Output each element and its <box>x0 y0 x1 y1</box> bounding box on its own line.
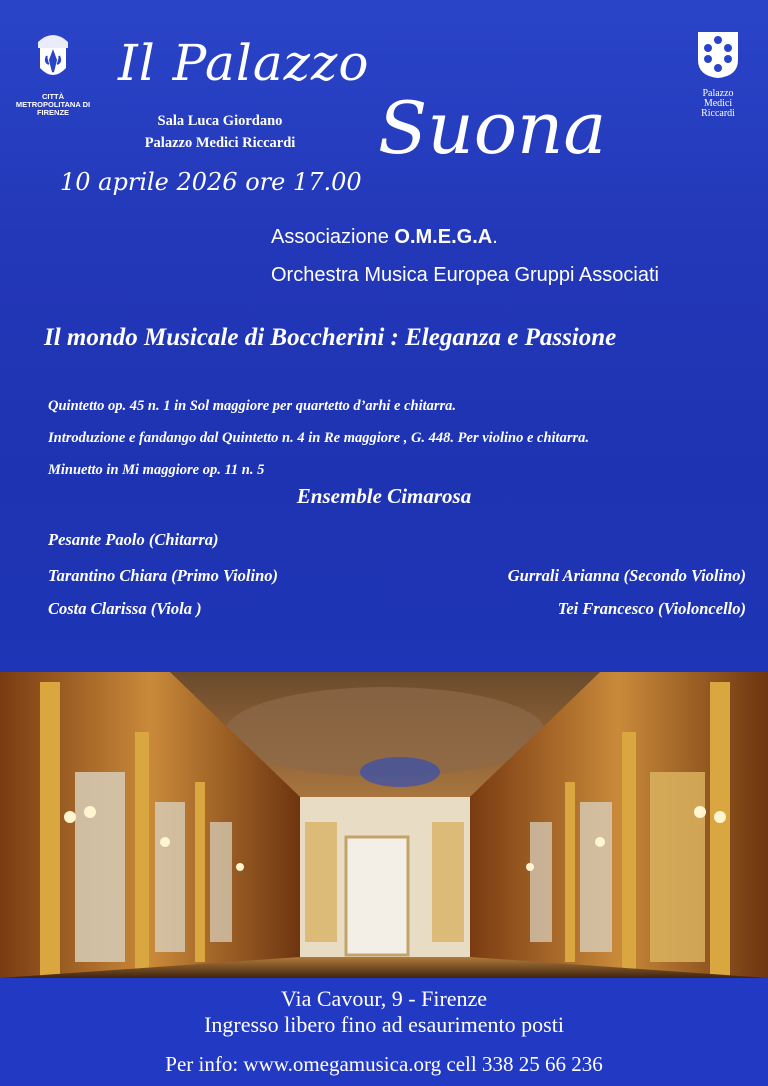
logo-word-palazzo: Palazzo <box>702 88 734 99</box>
event-date: 10 aprile 2026 ore 17.00 <box>60 168 362 196</box>
sala-luca-giordano-illustration <box>0 672 768 978</box>
logo-word-riccardi: Riccardi <box>701 108 735 119</box>
medici-shield-icon <box>696 30 740 80</box>
title-suona: Suona <box>378 86 607 170</box>
program-item: Introduzione e fandango dal Quintetto n. 4 in Re maggiore , G. 448. Per violino e chitarra. <box>48 430 589 446</box>
program-item: Minuetto in Mi maggiore op. 11 n. 5 <box>48 462 265 478</box>
ensemble-name: Ensemble Cimarosa <box>296 484 472 508</box>
association-name: O.M.E.G.A <box>394 226 493 248</box>
venue <box>120 110 320 154</box>
title-il-palazzo: Il Palazzo <box>118 34 370 92</box>
hall-photo <box>0 672 768 978</box>
performer-cello: Tei Francesco (Violoncello) <box>557 599 746 618</box>
association-full-name: Orchestra Musica Europea Gruppi Associati <box>271 264 659 286</box>
performer-second-violin: Gurrali Arianna (Secondo Violino) <box>507 566 746 585</box>
performer-first-violin: Tarantino Chiara (Primo Violino) <box>48 566 279 585</box>
association-block <box>271 218 659 294</box>
venue-palace: Palazzo Medici Riccardi <box>144 135 296 151</box>
association-line <box>271 218 659 256</box>
program-list <box>48 390 589 486</box>
performer-guitar: Pesante Paolo (Chitarra) <box>48 530 219 549</box>
association-prefix: Associazione <box>271 226 395 248</box>
contact-info: Per info: www.omegamusica.org cell 338 25 66 236 <box>165 1052 603 1076</box>
association-suffix: . <box>492 226 498 248</box>
citta-metropolitana-label: CITTÀ METROPOLITANA DI FIRENZE <box>15 92 91 117</box>
address: Via Cavour, 9 - Firenze <box>280 986 488 1011</box>
citta-metropolitana-logo <box>14 30 92 117</box>
palazzo-medici-riccardi-label <box>690 89 746 119</box>
concert-title: Il mondo Musicale di Boccherini : Eleganza e Passione <box>44 324 617 351</box>
performer-viola: Costa Clarissa (Viola ) <box>48 599 202 618</box>
program-item: Quintetto op. 45 n. 1 in Sol maggiore per quartetto d’arhi e chitarra. <box>48 398 457 414</box>
entry-notice: Ingresso libero fino ad esaurimento posti <box>204 1012 564 1037</box>
logo-word-medici: Medici <box>703 98 733 109</box>
venue-hall: Sala Luca Giordano <box>157 113 283 129</box>
florence-crest-icon <box>30 30 76 82</box>
palazzo-medici-riccardi-logo <box>690 30 746 119</box>
